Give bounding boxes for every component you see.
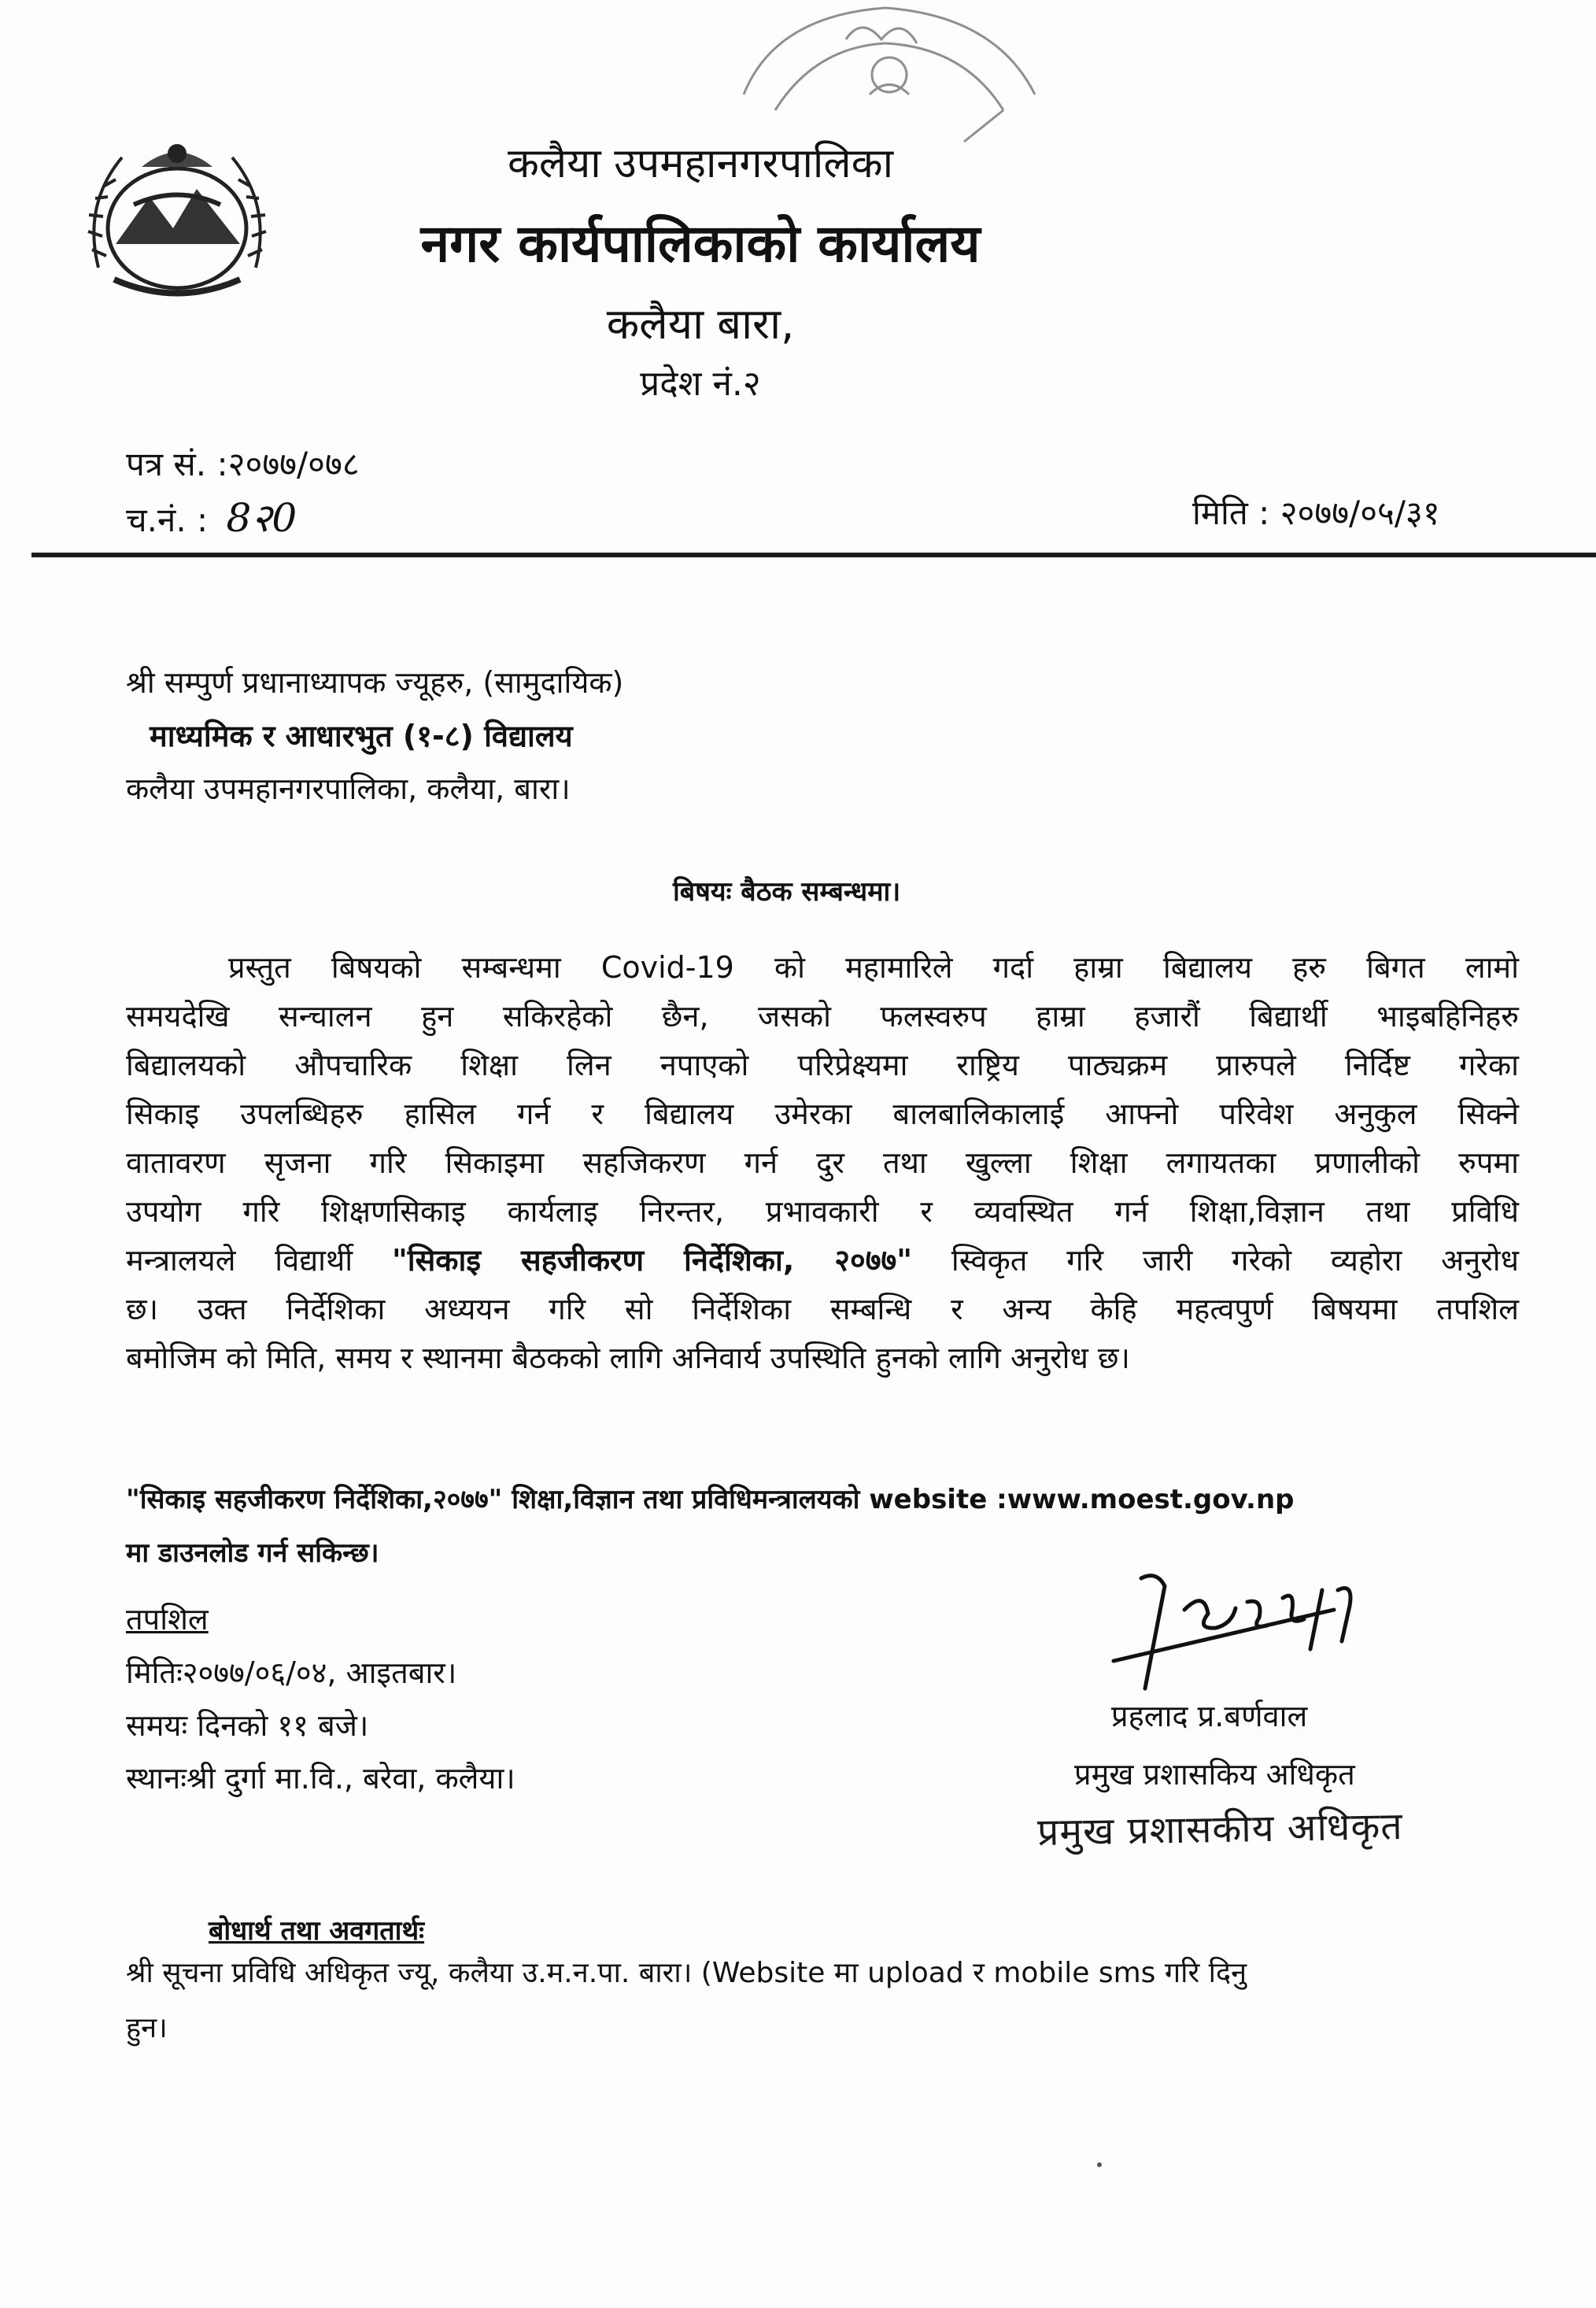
letter-number	[126, 441, 360, 486]
body-line: छ। उक्त निर्देशिका अध्ययन गरि सो निर्देशिका सम्बन्धि र अन्य केहि महत्वपुर्ण बिषयमा तपशिल	[126, 1292, 1519, 1326]
download-note-line-1: "सिकाइ सहजीकरण निर्देशिका,२०७७" शिक्षा,विज्ञान तथा प्रविधिमन्त्रालयको website :www.moest.gov.np	[126, 1484, 1295, 1515]
letter-date	[1192, 490, 1440, 534]
municipality-name: कलैया उपमहानगरपालिका	[507, 140, 894, 187]
letter-number-label: पत्र सं. :	[126, 445, 228, 483]
body-line: सिकाइ उपलब्धिहरु हासिल गर्न र बिद्यालय उमेरका बालबालिकालाई आफ्नो परिवेश अनुकुल सिक्ने	[126, 1097, 1519, 1131]
official-stamp: प्रमुख प्रशासकीय अधिकृत	[1036, 1803, 1404, 1855]
signatory-name: प्रहलाद प्र.बर्णवाल	[1111, 1699, 1308, 1733]
subject-line: बिषयः बैठक सम्बन्धमा।	[673, 876, 901, 908]
handwritten-signature-icon	[1098, 1563, 1428, 1696]
schedule-place: स्थानःश्री दुर्गा मा.वि., बरेवा, कलैया।	[126, 1761, 515, 1796]
recipient-line-2: माध्यमिक र आधारभुत (१-८) विद्यालय	[150, 719, 573, 753]
recipient-line-3: कलैया उपमहानगरपालिका, कलैया, बारा।	[126, 771, 571, 806]
dispatch-number-label: च.नं. :	[126, 501, 209, 539]
scan-speck	[1097, 2162, 1102, 2167]
body-paragraph	[126, 943, 1519, 1382]
download-note-line-2: मा डाउनलोड गर्न सकिन्छ।	[126, 1537, 379, 1569]
cc-heading: बोधार्थ तथा अवगतार्थः	[209, 1915, 425, 1947]
province-name: प्रदेश नं.२	[640, 364, 761, 404]
dispatch-number-value: 8२0	[226, 495, 297, 541]
recipient-line-1: श्री सम्पुर्ण प्रधानाध्यापक ज्यूहरु, (सामुदायिक)	[126, 665, 624, 700]
body-line: समयदेखि सन्चालन हुन सकिरहेको छैन, जसको फलस्वरुप हाम्रा हजारौं बिद्यार्थी भाइबहिनिहरु	[126, 999, 1519, 1034]
schedule-time: समयः दिनको ११ बजे।	[126, 1708, 369, 1743]
letter-date-label: मिति :	[1192, 494, 1270, 532]
body-line-part: मन्त्रालयले विद्यार्थी	[126, 1243, 392, 1278]
letter-date-value: २०७७/०५/३१	[1280, 494, 1440, 532]
body-line-guideline	[126, 1236, 1519, 1285]
body-line: बमोजिम को मिति, समय र स्थानमा बैठकको लागि अनिवार्य उपस्थिति हुनको लागि अनुरोध छ।	[126, 1341, 1130, 1375]
letter-number-value: २०७७/०७८	[227, 445, 360, 483]
cc-line-2: हुन।	[126, 2012, 168, 2044]
body-line: बिद्यालयको औपचारिक शिक्षा लिन नपाएको परिप्रेक्ष्यमा राष्ट्रिय पाठ्यक्रम प्रारुपले निर्दिष्ट गरेका	[126, 1048, 1519, 1082]
body-line: प्रस्तुत बिषयको सम्बन्धमा Covid-19 को महामारिले गर्दा हाम्रा बिद्यालय हरु बिगत लामो	[228, 950, 1519, 985]
body-line-part: स्विकृत गरि जारी गरेको व्यहोरा अनुरोध	[912, 1243, 1519, 1278]
signatory-title: प्रमुख प्रशासकिय अधिकृत	[1074, 1757, 1355, 1792]
body-line: वातावरण सृजना गरि सिकाइमा सहजिकरण गर्न दुर तथा खुल्ला शिक्षा लगायतका प्रणालीको रुपमा	[126, 1145, 1519, 1180]
cc-line-1: श्री सूचना प्रविधि अधिकृत ज्यू, कलैया उ.म.न.पा. बारा। (Website मा upload र mobile sms गरि दिनु	[126, 1957, 1247, 1989]
schedule-heading: तपशिल	[126, 1602, 209, 1637]
header-divider	[31, 553, 1596, 557]
office-location: कलैया बारा,	[606, 299, 795, 349]
dispatch-number	[126, 490, 297, 543]
schedule-date: मितिः२०७७/०६/०४, आइतबार।	[126, 1655, 457, 1690]
office-name: नगर कार्यपालिकाको कार्यालय	[420, 213, 981, 274]
guideline-title: "सिकाइ सहजीकरण निर्देशिका, २०७७"	[391, 1243, 913, 1278]
body-line: उपयोग गरि शिक्षणसिकाइ कार्यलाइ निरन्तर, प्रभावकारी र व्यवस्थित गर्न शिक्षा,विज्ञान तथा प्रविधि	[126, 1194, 1519, 1229]
